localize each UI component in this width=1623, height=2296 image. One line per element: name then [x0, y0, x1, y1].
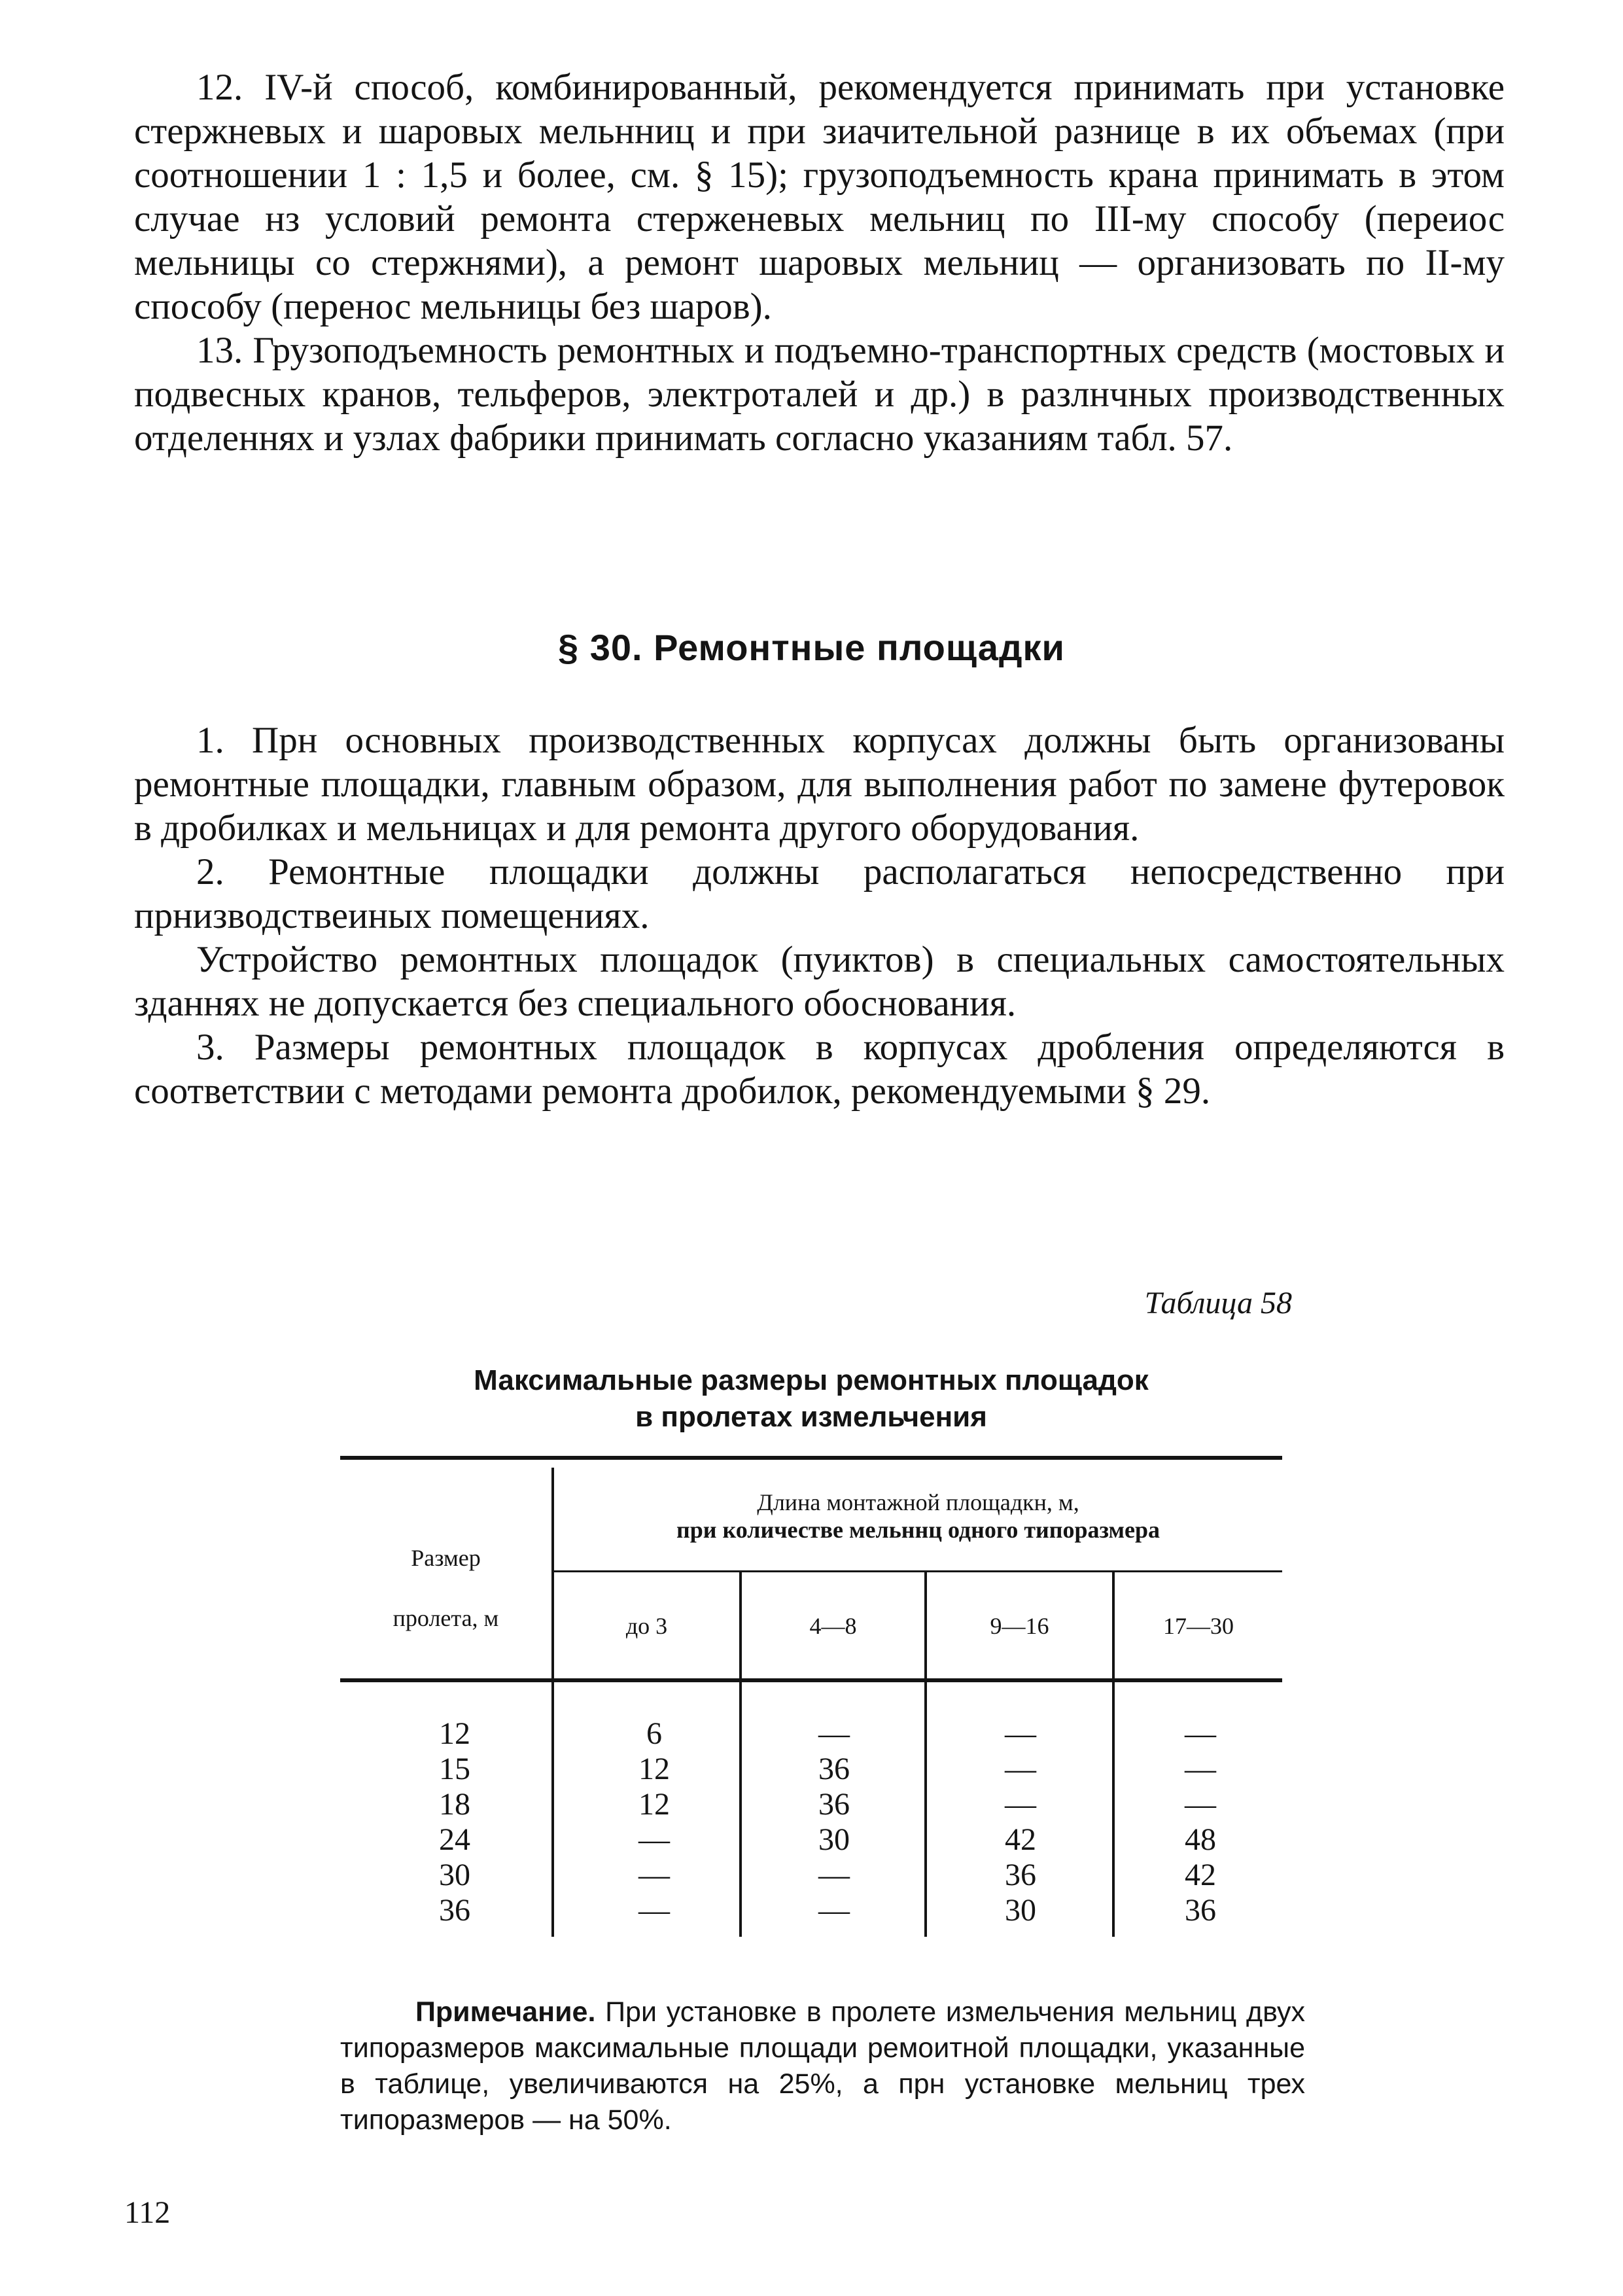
table-title-line-2: в пролетах измельчения — [635, 1401, 987, 1433]
header-platform-length-line-1: Длина монтажной площадкн, м, — [757, 1489, 1079, 1515]
table-cell: — — [1185, 1716, 1216, 1751]
table-cell: 24 — [439, 1822, 470, 1857]
table-title-line-1: Максимальные размеры ремонтных площадок — [474, 1364, 1149, 1396]
table-cell: 36 — [1185, 1893, 1216, 1928]
table-cell: — — [818, 1716, 850, 1751]
paragraph-13: 13. Грузоподъемность ремонтных и подъемно-транспортных средств (мостовых и подвесных кранов, тельферов, электроталей и др.) в разлнчных производственных отделеннях и узлах фабрики принимать согласно указаниям табл. 57. — [134, 330, 1505, 459]
table-title — [340, 1362, 1282, 1436]
column-4-8 — [759, 1716, 909, 1928]
column-span-size — [376, 1716, 533, 1928]
table-cell: — — [1005, 1716, 1036, 1751]
section-title: § 30. Ремонтные площадки — [558, 627, 1065, 668]
table-cell: 12 — [439, 1716, 470, 1751]
table-cell: — — [1005, 1787, 1036, 1822]
table-note — [340, 1994, 1305, 2138]
paragraph-2: 2. Ремонтные площадки должны располагаться непосредственно при прнизводствеиных помещениях. — [134, 851, 1505, 936]
table-cell: 36 — [1005, 1858, 1036, 1892]
data-table — [340, 1456, 1282, 1937]
subheader-17-30: 17—30 — [1163, 1613, 1234, 1639]
header-platform-length-line-2: при количестве мельннц одного типоразмера — [676, 1517, 1161, 1543]
table-cell: 18 — [439, 1787, 470, 1822]
table-cell: 15 — [439, 1752, 470, 1786]
table-top-rule — [340, 1456, 1282, 1460]
header-platform-length — [554, 1489, 1282, 1544]
subheader-9-16: 9—16 — [990, 1613, 1049, 1639]
page-number: 112 — [124, 2195, 171, 2230]
table-cell: — — [818, 1893, 850, 1928]
table-cell: — — [1185, 1752, 1216, 1786]
table-label: Таблица 58 — [1144, 1286, 1292, 1320]
table-cell: 36 — [439, 1893, 470, 1928]
column-9-16 — [945, 1716, 1096, 1928]
table-cell: — — [638, 1858, 670, 1892]
table-cell: 42 — [1185, 1858, 1216, 1892]
paragraph-12: 12. IV-й способ, комбинированный, рекомендуется принимать при установке стержневых и шаровых мельнниц и при зиачительной разнице в их объемах (при соотношении 1 : 1,5 и более, см. § 15); грузоподъемность крана принимать в этом случае нз условий ремонта стерженевых мельниц по III-му способу (переиос мельницы со стержнями), а ремонт шаровых мельниц — организовать по II-му способу (перенос мельницы без шаров). — [134, 67, 1505, 327]
table-cell: — — [638, 1822, 670, 1857]
table-cell: 36 — [818, 1752, 850, 1786]
column-up-to-3 — [576, 1716, 733, 1928]
paragraph-1: 1. Прн основных производственных корпусах должны быть организованы ремонтные площадки, главным образом, для выполнения работ по замене футеровок в дробилках и мельницах и для ремонта другого оборудования. — [134, 720, 1505, 849]
note-text: При установке в пролете измельчения мельниц двух типоразмеров максимальные площади ремоитной площадки, указанные в таблице, увеличиваются на 25%, а прн установке мельниц трех типоразмеров — на 50%. — [340, 1996, 1305, 2136]
table-cell: 42 — [1005, 1822, 1036, 1857]
subheader-up-to-3: до 3 — [625, 1613, 668, 1639]
table-cell: 30 — [1005, 1893, 1036, 1928]
header-span-size-line-2: пролета, м — [393, 1605, 499, 1631]
header-span-size-line-1: Размер — [411, 1545, 481, 1571]
paragraph-2-continued: Устройство ремонтных площадок (пуиктов) в специальных самостоятельных зданнях не допускается без специального обоснования. — [134, 939, 1505, 1024]
column-17-30 — [1125, 1716, 1276, 1928]
note-label: Примечание. — [415, 1996, 596, 2028]
subheader-4-8: 4—8 — [809, 1613, 857, 1639]
table-header-bottom-rule — [340, 1678, 1282, 1682]
header-span-size — [340, 1528, 551, 1648]
table-cell: 48 — [1185, 1822, 1216, 1857]
table-cell: 30 — [439, 1858, 470, 1892]
table-cell: 36 — [818, 1787, 850, 1822]
table-cell: — — [1005, 1752, 1036, 1786]
table-cell: 6 — [646, 1716, 662, 1751]
text-block-top — [134, 65, 1505, 460]
table-cell: — — [638, 1893, 670, 1928]
table-cell: 12 — [638, 1787, 670, 1822]
table-cell: 30 — [818, 1822, 850, 1857]
table-cell: — — [818, 1858, 850, 1892]
paragraph-3: 3. Размеры ремонтных площадок в корпусах дробления определяются в соответствии с методами ремонта дробилок, рекомендуемыми § 29. — [134, 1027, 1505, 1112]
table-cell: 12 — [638, 1752, 670, 1786]
text-block-section — [134, 718, 1505, 1113]
table-cell: — — [1185, 1787, 1216, 1822]
table-subheader-rule — [554, 1570, 1282, 1572]
